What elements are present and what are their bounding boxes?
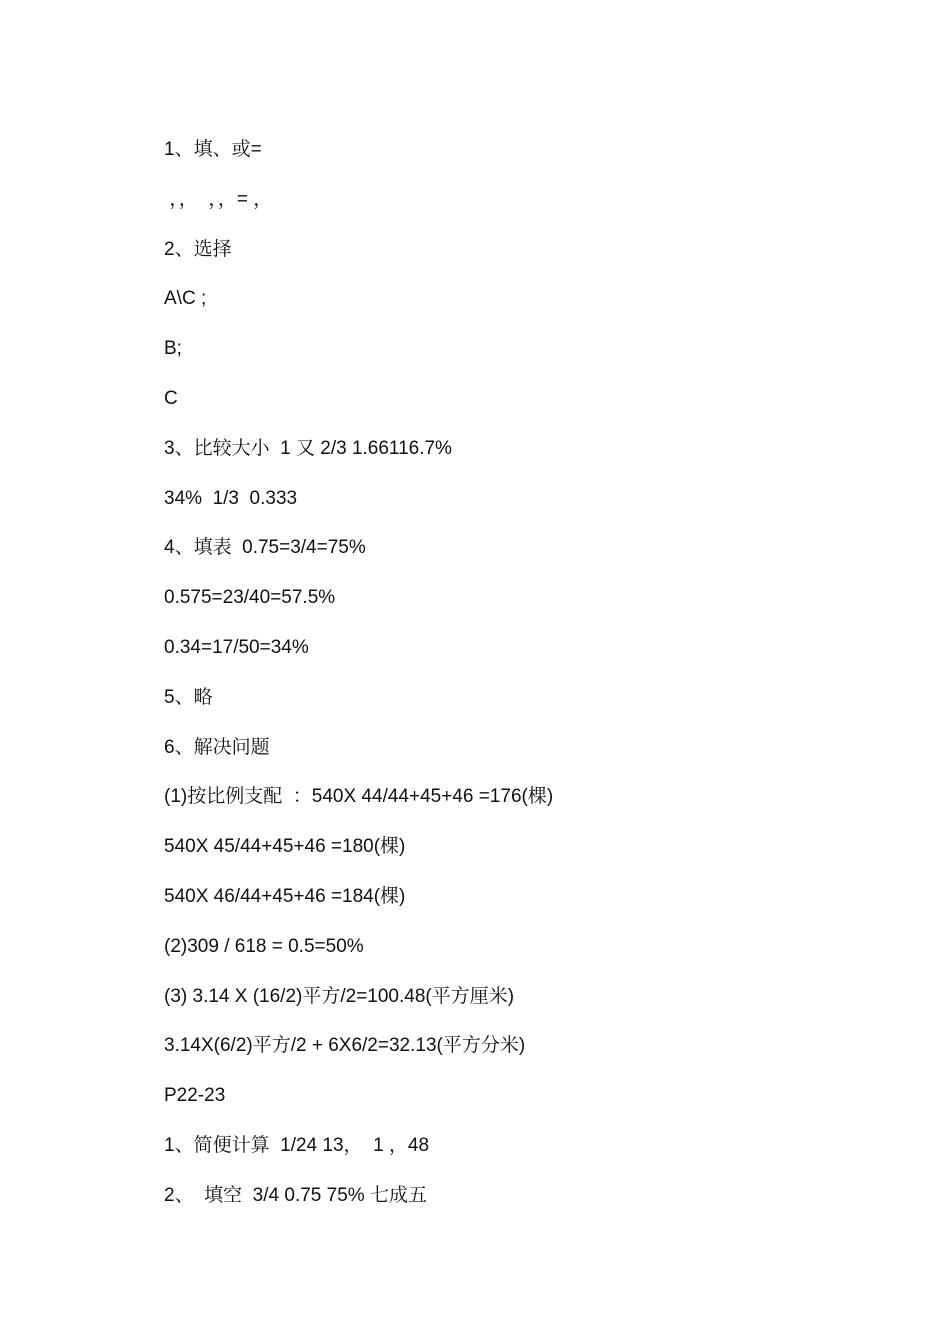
text-line: 6、解决问题 — [164, 736, 270, 758]
text-line: 3、比较大小 1 又 2/3 1.66116.7% — [164, 437, 452, 459]
text-line: 4、填表 0.75=3/4=75% — [164, 537, 366, 559]
text-line: 5、略 — [164, 686, 213, 708]
text-line: 3.14X(6/2)平方/2 + 6X6/2=32.13(平方分米) — [164, 1035, 526, 1057]
text-line: 540X 45/44+45+46 =180(棵) — [164, 836, 406, 858]
text-line: 0.575=23/40=57.5% — [164, 587, 336, 609]
text-line: B; — [164, 338, 182, 360]
text-line: 34% 1/3 0.333 — [164, 487, 298, 509]
text-line: 540X 46/44+45+46 =184(棵) — [164, 885, 406, 907]
text-line: P22-23 — [164, 1085, 226, 1107]
document-body — [164, 134, 864, 1230]
text-line: (2)309 / 618 = 0.5=50% — [164, 935, 364, 957]
text-line: 2、选择 — [164, 238, 232, 260]
text-line: (1)按比例支配 ：540X 44/44+45+46 =176(棵) — [164, 786, 554, 808]
text-line: C — [164, 387, 178, 409]
text-line: 2、 填空 3/4 0.75 75% 七成五 — [164, 1184, 427, 1206]
text-line: (3) 3.14 X (16/2)平方/2=100.48(平方厘米) — [164, 985, 515, 1007]
text-line: 0.34=17/50=34% — [164, 636, 309, 658]
text-line: 1、填、或= — [164, 139, 262, 160]
text-line: ，， ，，= ， — [164, 188, 273, 210]
text-line: 1、简便计算 1/24 13， 1 ，48 — [164, 1134, 430, 1156]
text-line: A\C ; — [164, 288, 207, 310]
